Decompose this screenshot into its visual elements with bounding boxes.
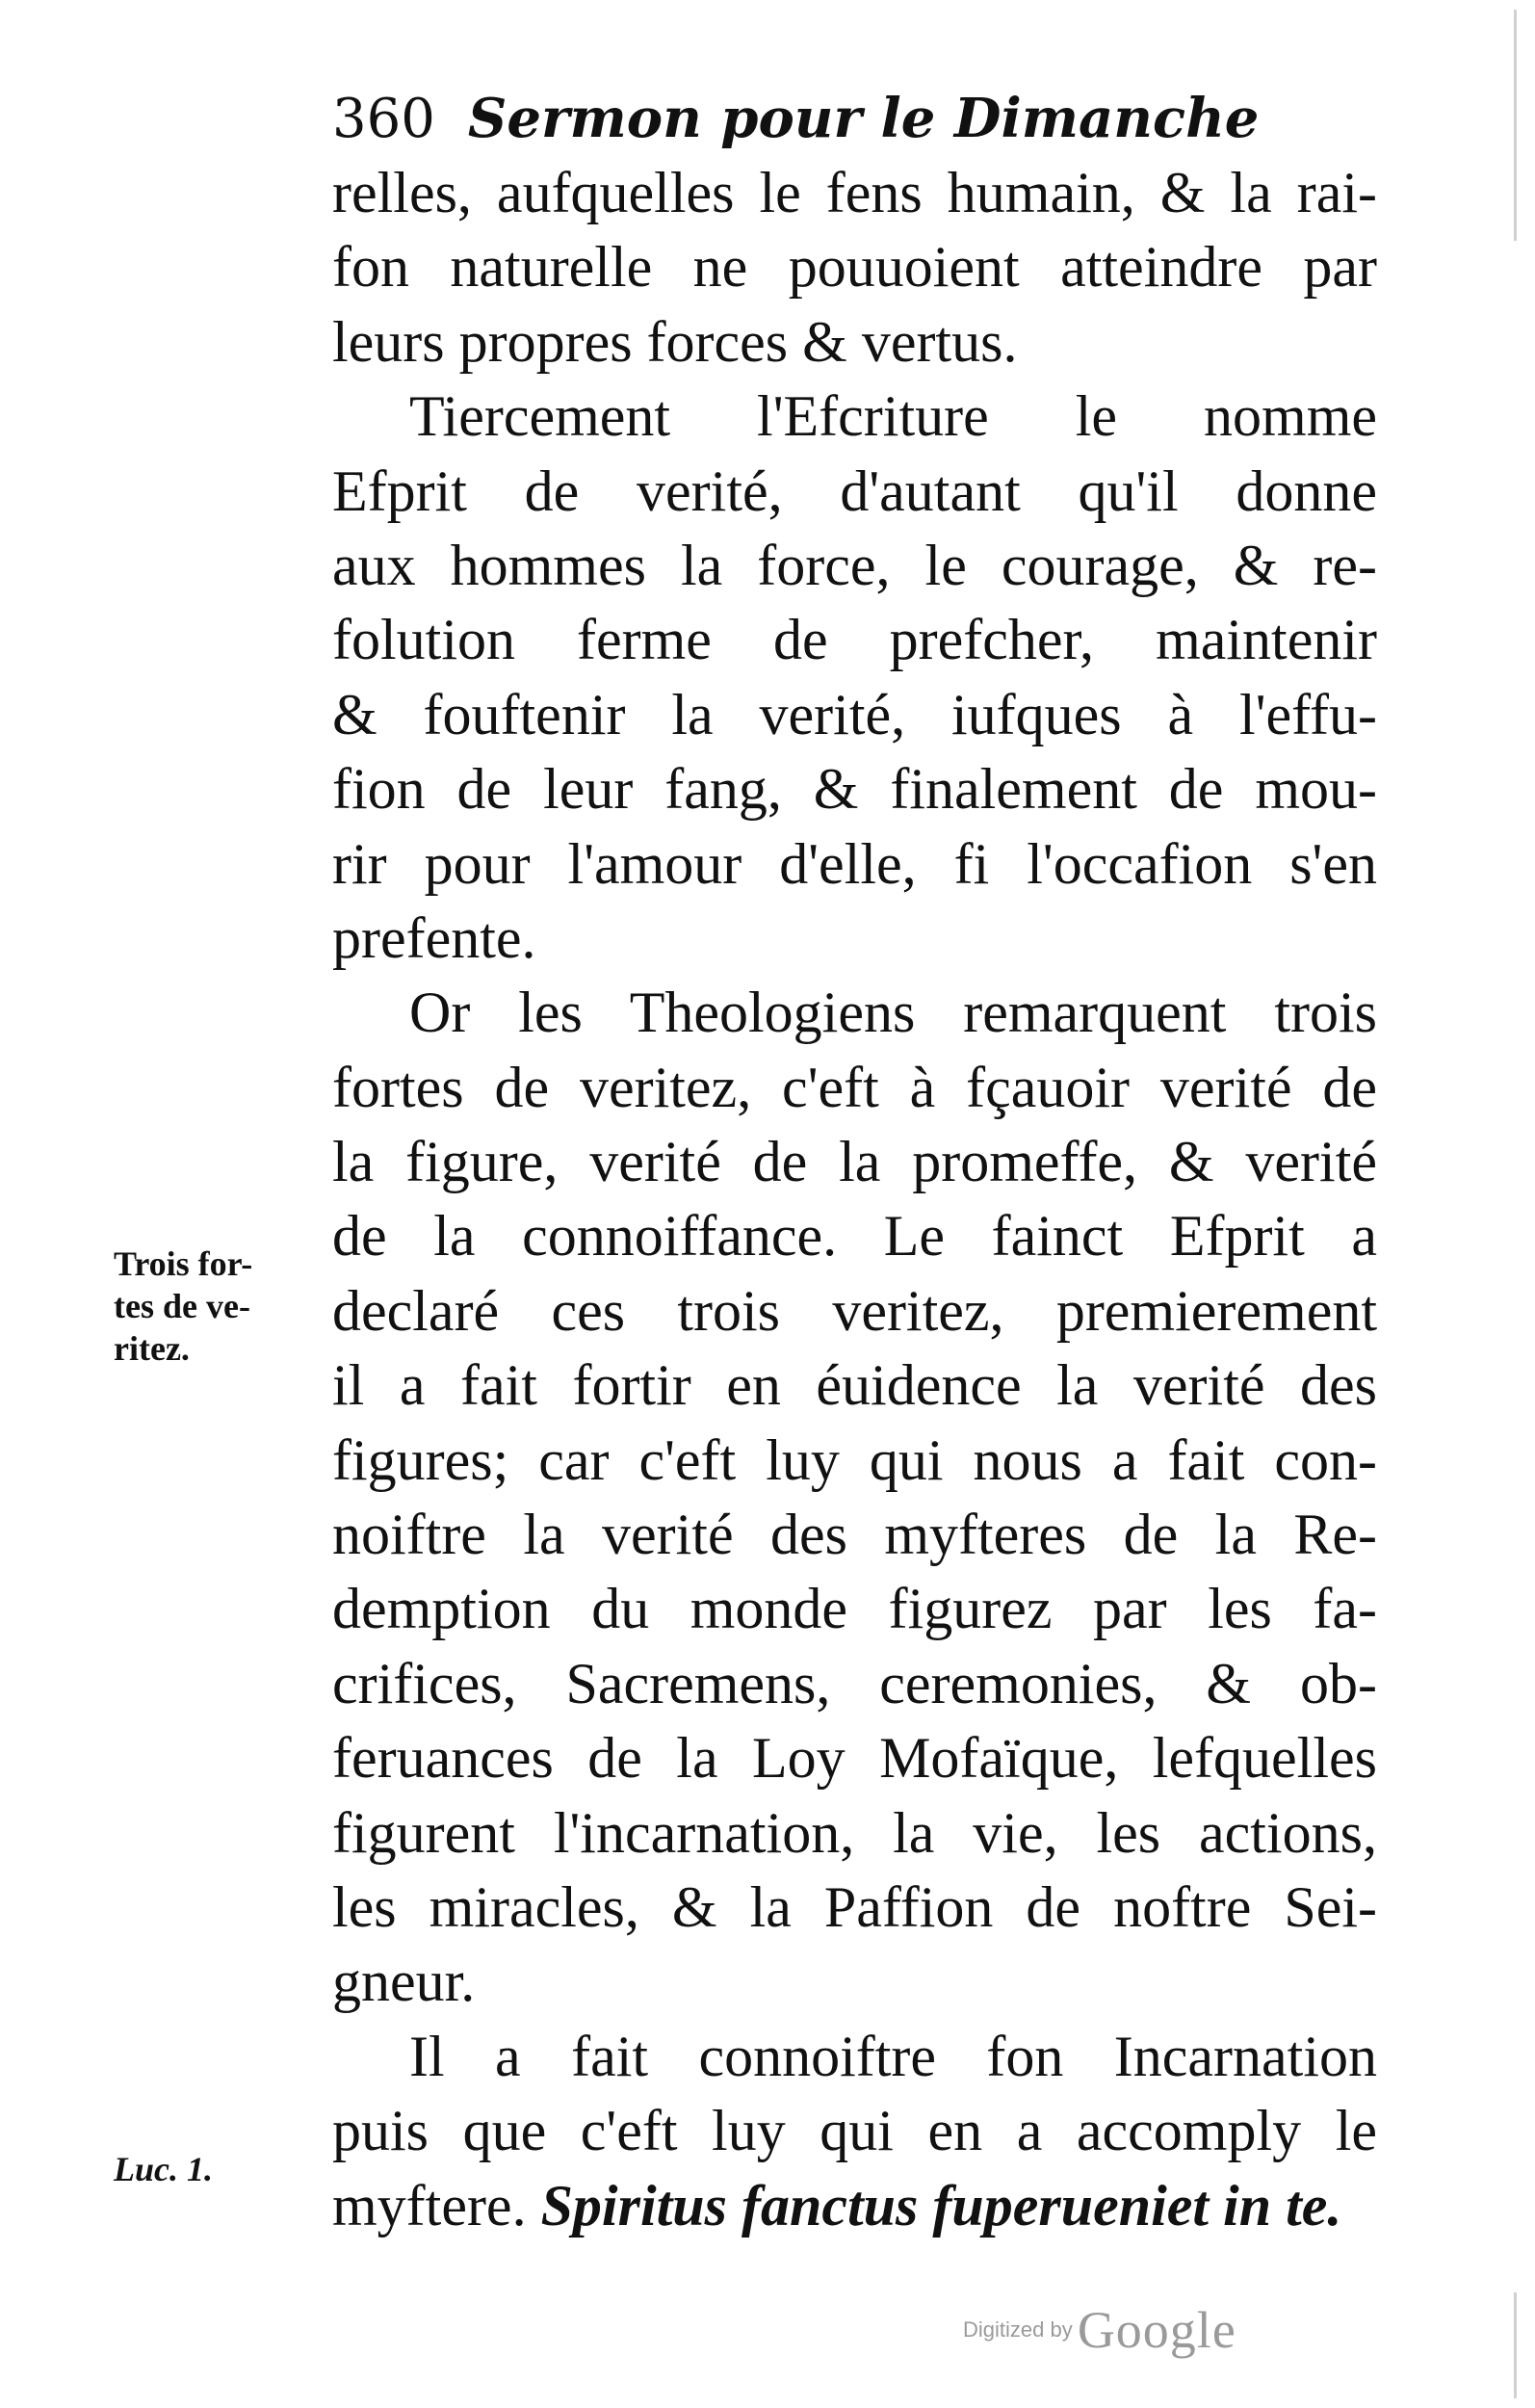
watermark-prefix: Digitized by	[963, 2317, 1073, 2342]
marginal-note-line: Trois for-	[114, 1244, 253, 1283]
text-line: noiftre la verité des myfteres de la Re-	[332, 1503, 1377, 1567]
text-line: les miracles, & la Paffion de noftre Sei-	[332, 1874, 1377, 1939]
quotation-lead: myftere.	[332, 2173, 541, 2238]
text-line: figures; car c'eft luy qui nous a fait con-	[332, 1427, 1377, 1492]
page-number: 360	[332, 88, 435, 150]
google-logo: Google	[1077, 2301, 1236, 2359]
text-line: puis que c'eft luy qui en a accomply le	[332, 2099, 1377, 2163]
latin-quotation: Spiritus fanctus fuperueniet in te.	[540, 2173, 1342, 2238]
page-edge-shadow	[1514, 2292, 1517, 2398]
text-line: Tiercement l'Efcriture le nomme	[409, 384, 1377, 449]
marginal-reference: Luc. 1.	[114, 2150, 213, 2188]
text-line: prefente.	[332, 905, 536, 970]
text-line: & fouftenir la verité, iufques à l'effu-	[332, 682, 1377, 746]
text-line: gneur.	[332, 1950, 476, 2014]
text-line-quotation	[332, 2169, 1377, 2243]
text-line: crifices, Sacremens, ceremonies, & ob-	[332, 1651, 1377, 1715]
marginal-note-line: tes de ve-	[114, 1287, 250, 1325]
text-line: rir pour l'amour d'elle, fi l'occafion s'en	[332, 831, 1377, 896]
running-header	[332, 75, 1382, 162]
text-line: figurent l'incarnation, la vie, les actions,	[332, 1800, 1377, 1865]
body-text	[332, 156, 1377, 2243]
text-line: fon naturelle ne pouuoient atteindre par	[332, 235, 1377, 300]
text-line: declaré ces trois veritez, premierement	[332, 1278, 1377, 1343]
text-line: folution ferme de prefcher, maintenir	[332, 608, 1377, 672]
text-line: Efprit de verité, d'autant qu'il donne	[332, 458, 1377, 523]
digitization-watermark	[963, 2300, 1236, 2377]
text-line: fion de leur fang, & finalement de mou-	[332, 757, 1377, 822]
text-line: aux hommes la force, le courage, & re-	[332, 533, 1377, 597]
text-line: il a fait fortir en éuidence la verité des	[332, 1353, 1377, 1418]
text-line: relles, aufquelles le fens humain, & la rai-	[332, 161, 1377, 224]
text-line: de la connoiffance. Le fainct Efprit a	[332, 1204, 1377, 1269]
marginal-note	[114, 1243, 306, 1370]
running-title: Sermon pour le Dimanche	[467, 87, 1260, 150]
text-line: Or les Theologiens remarquent trois	[409, 981, 1377, 1045]
page-edge-shadow	[1514, 10, 1517, 241]
marginal-note-line: ritez.	[114, 1329, 190, 1368]
text-line: demption du monde figurez par les fa-	[332, 1577, 1377, 1641]
text-line: la figure, verité de la promeffe, & verité	[332, 1130, 1377, 1194]
text-line: leurs propres forces & vertus.	[332, 309, 1018, 374]
text-line: Il a fait connoiftre fon Incarnation	[409, 2024, 1377, 2088]
text-line: feruances de la Loy Mofaïque, lefquelles	[332, 1726, 1377, 1791]
text-line: fortes de veritez, c'eft à fçauoir verité de	[332, 1055, 1377, 1119]
